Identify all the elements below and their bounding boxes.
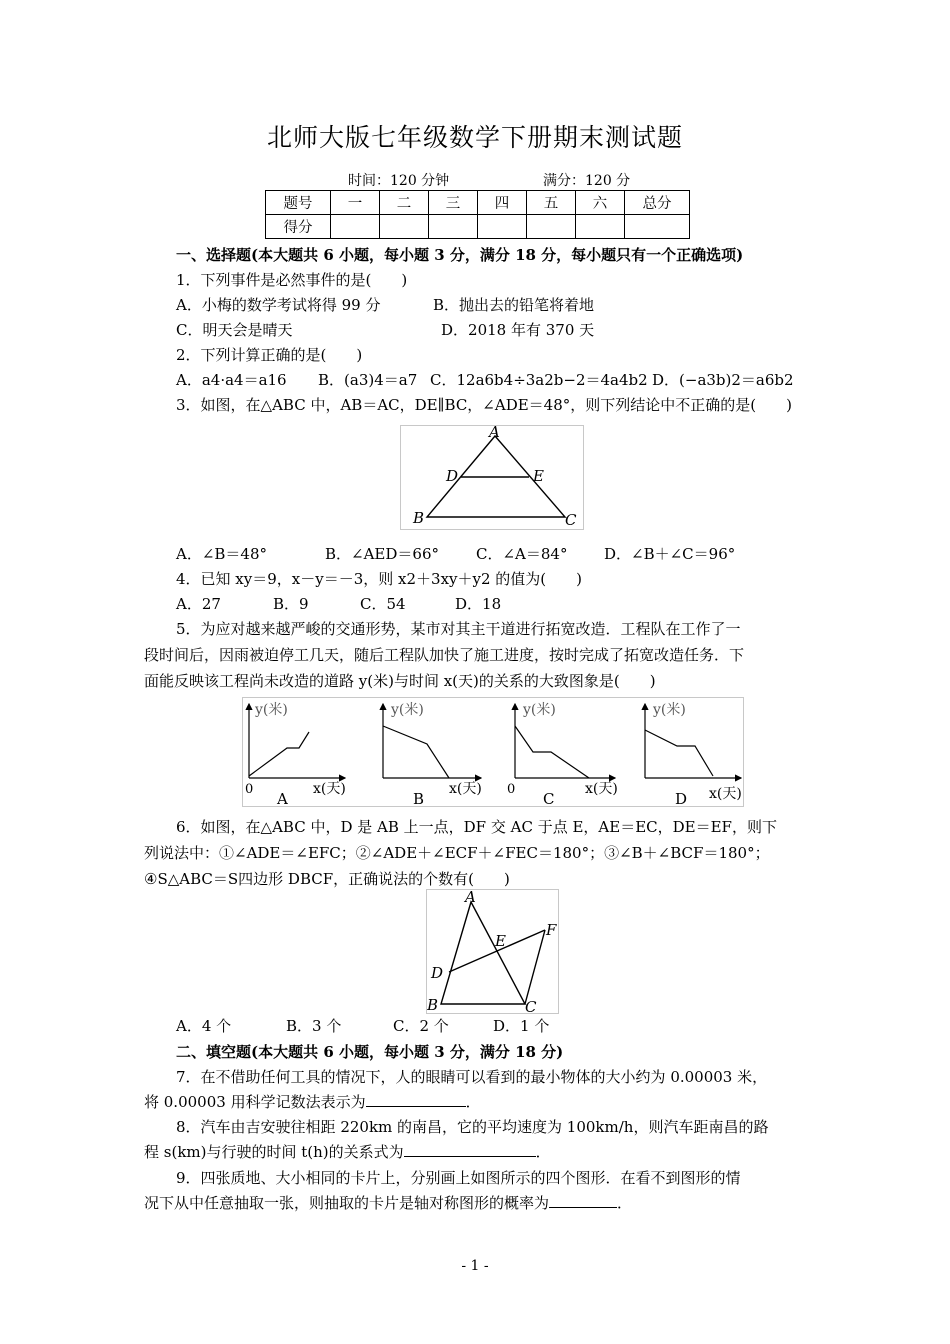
exam-time: 时间：120 分钟 (348, 173, 450, 189)
score-cell: 六 (576, 191, 625, 215)
score-cell: 一 (331, 191, 380, 215)
score-cell: 二 (380, 191, 429, 215)
q1-option-c[interactable]: C．明天会是晴天 (176, 321, 293, 339)
q2-option-c[interactable]: C．12a6b4÷3a2b−2＝4a4b2 (430, 371, 648, 389)
q2-option-d[interactable]: D．(−a3b)2＝a6b2 (652, 371, 794, 389)
q8-stem-line2: 程 s(km)与行驶的时间 t(h)的关系式为 ． (144, 1143, 551, 1161)
label-a: A (465, 890, 476, 906)
q1-option-d[interactable]: D．2018 年有 370 天 (441, 321, 595, 339)
score-cell: 得分 (266, 215, 331, 239)
q5-stem-line3: 面能反映该工程尚未改造的道路 y(米)与时间 x(天)的关系的大致图象是( ) (144, 672, 656, 690)
q3-option-b[interactable]: B．∠AED＝66° (325, 545, 439, 563)
label-c: C (525, 998, 537, 1013)
q7-text: 将 0.00003 用科学记数法表示为 (144, 1093, 366, 1111)
q8-answer-blank[interactable] (404, 1142, 536, 1157)
graph-d-ylabel: y(米) (653, 702, 686, 718)
q3-option-a[interactable]: A．∠B＝48° (176, 545, 268, 563)
label-c: C (565, 511, 577, 529)
label-e: E (533, 467, 544, 485)
label-d: D (431, 964, 444, 982)
q6-triangle-svg (427, 890, 558, 1013)
label-b: B (413, 509, 425, 527)
label-e: E (495, 932, 506, 950)
q6-triangle-figure (426, 889, 559, 1014)
q4-option-b[interactable]: B．9 (273, 595, 309, 613)
q8-text: 程 s(km)与行驶的时间 t(h)的关系式为 (144, 1143, 404, 1161)
q9-stem-line1: 9．四张质地、大小相同的卡片上，分别画上如图所示的四个图形．在看不到图形的情 (176, 1169, 741, 1187)
q6-option-c[interactable]: C．2 个 (393, 1017, 449, 1035)
q3-stem: 3．如图，在△ABC 中，AB＝AC，DE∥BC，∠ADE＝48°，则下列结论中不正确的是( ) (176, 396, 792, 414)
page-title: 北师大版七年级数学下册期末测试题 (266, 123, 683, 152)
graph-d-xlabel: x(天) (709, 786, 742, 802)
q6-stem-line1: 6．如图，在△ABC 中，D 是 AB 上一点，DF 交 AC 于点 E，AE＝EC，DE＝EF，则下 (176, 818, 777, 836)
graph-b-xlabel: x(天) (449, 781, 482, 797)
q6-option-b[interactable]: B．3 个 (286, 1017, 342, 1035)
section-2-heading: 二、填空题(本大题共 6 小题，每小题 3 分，满分 18 分) (176, 1043, 564, 1061)
segment-fc (525, 930, 545, 1004)
score-table-header-row (266, 191, 690, 215)
graph-c-xlabel: x(天) (585, 781, 618, 797)
page-number: - 1 - (461, 1258, 489, 1274)
score-table (265, 190, 690, 239)
graph-c-label: C (543, 790, 555, 806)
score-input-cell[interactable] (331, 215, 380, 239)
q6-stem-line3: ④S△ABC＝S四边形 DBCF，正确说法的个数有( ) (144, 870, 510, 888)
score-input-cell[interactable] (576, 215, 625, 239)
q7-stem-line1: 7．在不借助任何工具的情况下，人的眼睛可以看到的最小物体的大小约为 0.00003 米， (176, 1068, 768, 1086)
score-cell: 三 (429, 191, 478, 215)
triangle-abc (441, 902, 525, 1004)
q4-option-d[interactable]: D．18 (455, 595, 502, 613)
q1-option-a[interactable]: A．小梅的数学考试将得 99 分 (176, 296, 381, 314)
score-input-cell[interactable] (527, 215, 576, 239)
graph-d[interactable] (645, 701, 742, 806)
q1-option-b[interactable]: B．抛出去的铅笔将着地 (433, 296, 595, 314)
q2-option-a[interactable]: A．a4·a4＝a16 (176, 371, 287, 389)
graph-a-label: A (277, 790, 288, 806)
score-cell: 题号 (266, 191, 331, 215)
score-input-cell[interactable] (478, 215, 527, 239)
graph-d-curve (645, 730, 713, 776)
q8-stem-line1: 8．汽车由吉安驶往相距 220km 的南昌，它的平均速度为 100km/h，则汽车距南昌的路 (176, 1118, 769, 1136)
q9-stem-line2: 况下从中任意抽取一张，则抽取的卡片是轴对称图形的概率为 ． (144, 1194, 633, 1212)
q5-graphs-svg (243, 698, 743, 806)
q1-stem: 1．下列事件是必然事件的是( ) (176, 271, 408, 289)
q3-option-d[interactable]: D．∠B＋∠C＝96° (604, 545, 736, 563)
q3-triangle-svg (401, 426, 583, 529)
graph-b-ylabel: y(米) (391, 702, 424, 718)
graph-c-ylabel: y(米) (523, 702, 556, 718)
q6-stem-line2: 列说法中：①∠ADE＝∠EFC；②∠ADE＋∠ECF＋∠FEC＝180°；③∠B＋∠BCF＝180°； (144, 844, 770, 862)
label-a: A (489, 426, 500, 441)
q4-stem: 4．已知 xy＝9，x－y＝－3，则 x2＋3xy＋y2 的值为( ) (176, 570, 583, 588)
graph-c-origin: 0 (507, 782, 516, 797)
graph-c-curve (515, 726, 589, 778)
score-cell: 四 (478, 191, 527, 215)
exam-full-score: 满分：120 分 (543, 173, 631, 189)
q9-text: 况下从中任意抽取一张，则抽取的卡片是轴对称图形的概率为 (144, 1194, 550, 1212)
score-input-cell[interactable] (429, 215, 478, 239)
graph-a-origin: 0 (245, 782, 254, 797)
graph-b[interactable] (383, 701, 482, 806)
label-f: F (546, 921, 557, 939)
q4-option-c[interactable]: C．54 (360, 595, 406, 613)
q6-option-d[interactable]: D．1 个 (493, 1017, 550, 1035)
q6-option-a[interactable]: A．4 个 (176, 1017, 232, 1035)
q7-answer-blank[interactable] (366, 1092, 466, 1107)
score-cell: 总分 (625, 191, 690, 215)
graph-a-curve (249, 732, 309, 776)
graph-b-label: B (413, 790, 425, 806)
q5-graphs-figure (242, 697, 744, 807)
score-table-row (266, 215, 690, 239)
score-input-cell[interactable] (625, 215, 690, 239)
q5-stem-line2: 段时间后，因雨被迫停工几天，随后工程队加快了施工进度，按时完成了拓宽改造任务．下 (144, 646, 745, 664)
graph-a-xlabel: x(天) (313, 781, 346, 797)
graph-a-ylabel: y(米) (255, 702, 288, 718)
q9-answer-blank[interactable] (549, 1193, 617, 1208)
q3-triangle-figure (400, 425, 584, 530)
q2-option-b[interactable]: B．(a3)4＝a7 (318, 371, 418, 389)
graph-c[interactable] (507, 701, 618, 806)
q3-option-c[interactable]: C．∠A＝84° (476, 545, 568, 563)
label-d: D (446, 467, 459, 485)
label-b: B (427, 996, 439, 1013)
score-cell: 五 (527, 191, 576, 215)
q7-stem-line2: 将 0.00003 用科学记数法表示为 ． (144, 1093, 481, 1111)
section-1-heading: 一、选择题(本大题共 6 小题，每小题 3 分，满分 18 分，每小题只有一个正确选项) (176, 246, 744, 264)
graph-a[interactable] (245, 701, 346, 806)
q2-stem: 2．下列计算正确的是( ) (176, 346, 363, 364)
graph-b-curve (383, 726, 449, 778)
q5-stem-line1: 5．为应对越来越严峻的交通形势，某市对其主干道进行拓宽改造．工程队在工作了一 (176, 620, 741, 638)
graph-d-label: D (675, 790, 688, 806)
score-input-cell[interactable] (380, 215, 429, 239)
q4-option-a[interactable]: A．27 (176, 595, 221, 613)
